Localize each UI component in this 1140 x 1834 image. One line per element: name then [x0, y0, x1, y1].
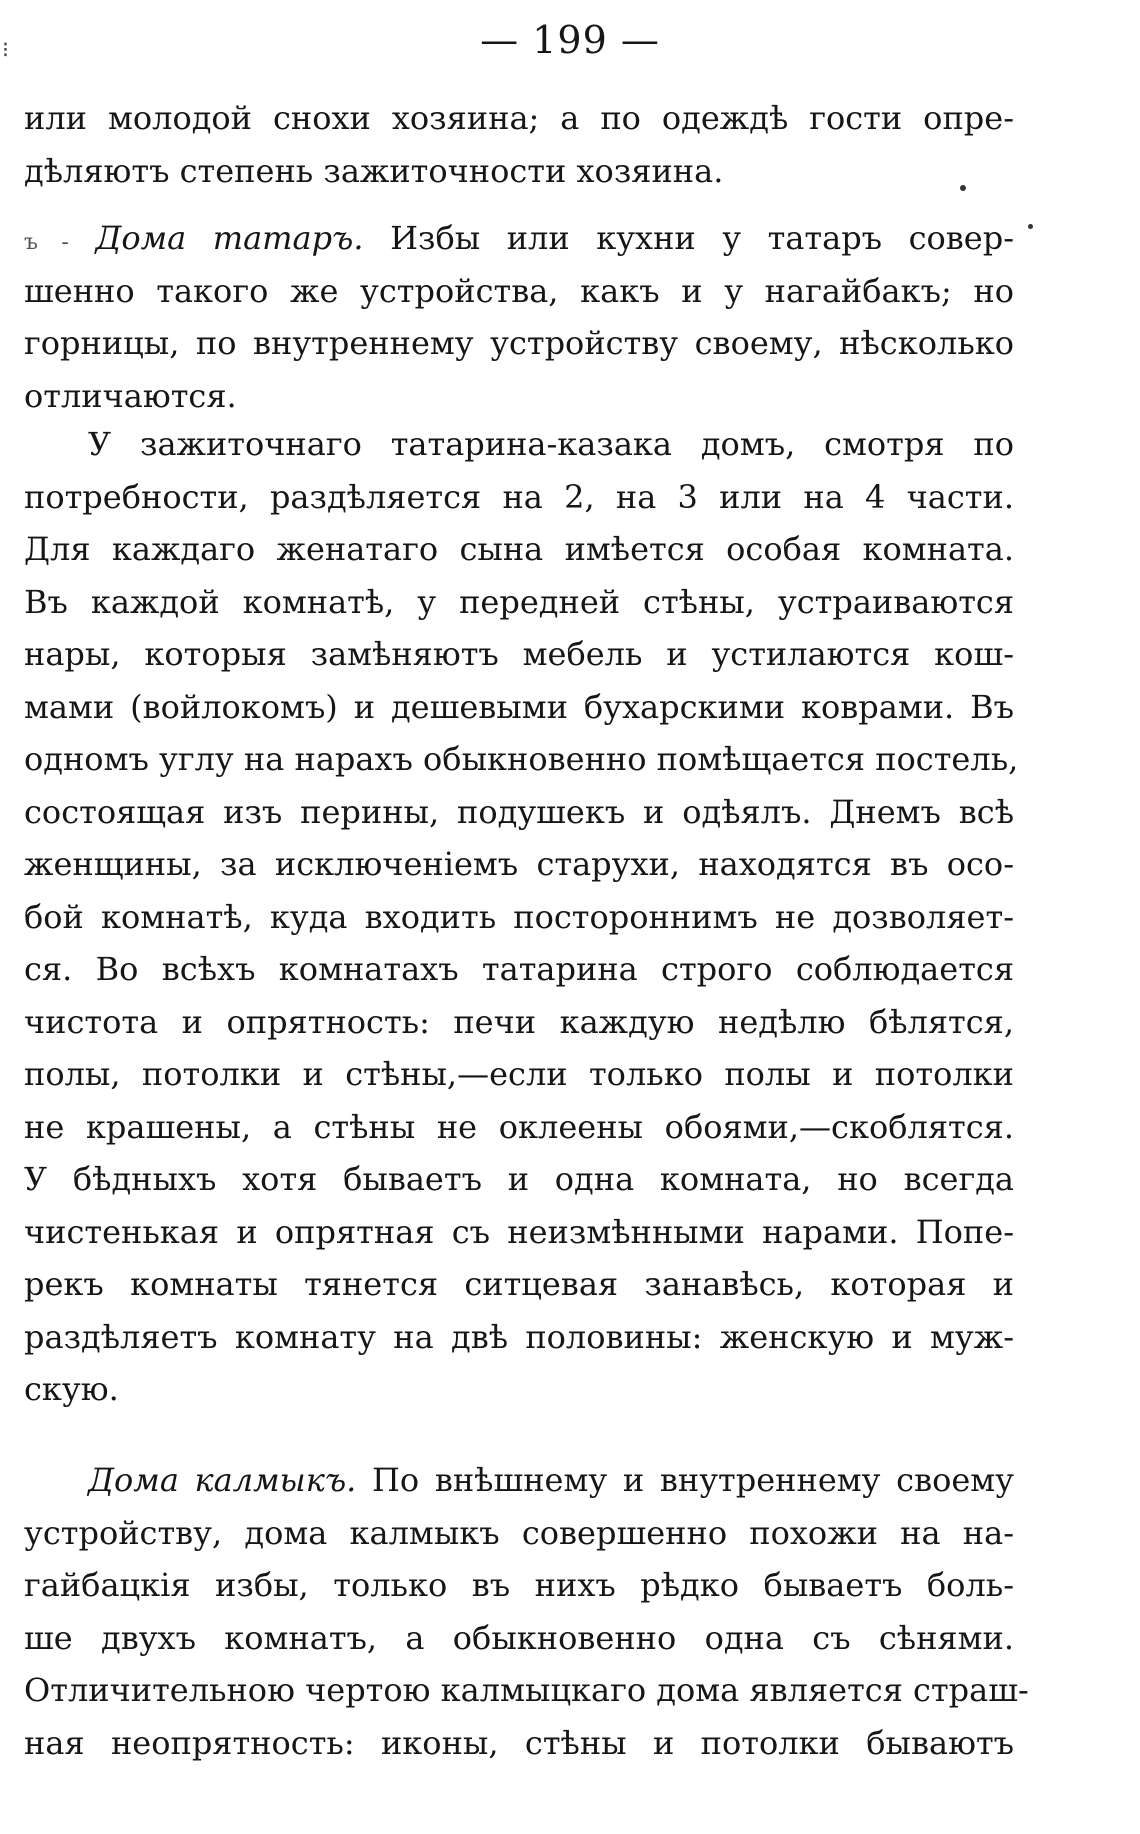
text-line: женщины, за исключеніемъ старухи, находятся въ осо- [24, 845, 1014, 883]
paragraph-kalmyk-houses [24, 1454, 1029, 1769]
text-line: не крашены, а стѣны не оклеены обоями,—скоблятся. [24, 1107, 1014, 1146]
text-line: одномъ углу на нарахъ обыкновенно помѣщается постель, [24, 740, 1019, 778]
text-line: чистенькая и опрятная съ неизмѣнными нарами. Попе- [24, 1212, 1014, 1251]
text-line: чистота и опрятность: печи каждую недѣлю бѣлятся, [24, 1002, 1014, 1041]
page-number: — 199 — [480, 18, 660, 62]
text-line: скую. [24, 1370, 119, 1408]
text-line: мами (войлокомъ) и дешевыми бухарскими коврами. Въ [24, 687, 1014, 726]
paragraph-tatar-houses [24, 212, 1014, 422]
text-line: отличаются. [24, 376, 237, 415]
paragraph-continuation [24, 92, 1014, 197]
text-line: шенно такого же устройства, какъ и у нагайбакъ; но [24, 271, 1014, 310]
text-line: горницы, по внутреннему устройству своему, нѣсколько [24, 324, 1014, 362]
text-line [24, 1454, 1014, 1507]
text-line: или молодой снохи хозяина; а по одеждѣ гости опре- [24, 99, 1014, 137]
text-line: Въ каждой комнатѣ, у передней стѣны, устраиваются [24, 582, 1014, 621]
text-line: гайбацкія избы, только въ нихъ рѣдко бываетъ боль- [24, 1566, 1014, 1604]
text-line: рекъ комнаты тянется ситцевая занавѣсь, которая и [24, 1265, 1014, 1303]
section-heading: Дома калмыкъ. [88, 1461, 357, 1499]
ink-speck [1028, 224, 1033, 229]
text-line: нары, которыя замѣняютъ мебель и устилаются кош- [24, 635, 1014, 673]
text-run: По внѣшнему и внутреннему своему [372, 1461, 1015, 1499]
text-run: Избы или кухни у татаръ совер- [390, 219, 1015, 257]
section-heading: Дома татаръ. [95, 219, 364, 257]
paragraph-wealthy-tatar-house [24, 418, 1019, 1416]
text-line: раздѣляетъ комнату на двѣ половины: женскую и муж- [24, 1317, 1014, 1356]
text-line: Для каждаго женатаго сына имѣется особая комната. [24, 530, 1014, 568]
text-line: бой комнатѣ, куда входить постороннимъ не дозволяет- [24, 897, 1014, 936]
text-line: ная неопрятность: иконы, стѣны и потолки бываютъ [24, 1723, 1014, 1762]
text-line: ше двухъ комнатъ, а обыкновенно одна съ сѣнями. [24, 1618, 1014, 1657]
text-line: Отличительною чертою калмыцкаго дома является страш- [24, 1671, 1029, 1709]
text-line: дѣляютъ степень зажиточности хозяина. [24, 151, 724, 190]
text-line [24, 212, 1014, 265]
text-line: полы, потолки и стѣны,—если только полы и потолки [24, 1055, 1014, 1093]
text-line: У зажиточнаго татарина-казака домъ, смотря по [88, 425, 1014, 463]
margin-tick-mark: ⁝ [2, 38, 9, 63]
text-line: потребности, раздѣляется на 2, на 3 или на 4 части. [24, 477, 1014, 516]
text-line: устройству, дома калмыкъ совершенно похожи на на- [24, 1513, 1014, 1552]
text-line: ся. Во всѣхъ комнатахъ татарина строго соблюдается [24, 950, 1014, 988]
text-line: У бѣдныхъ хотя бываетъ и одна комната, но всегда [24, 1160, 1014, 1198]
margin-mark: ъ - [24, 230, 69, 255]
text-line: состоящая изъ перины, подушекъ и одѣялъ. Днемъ всѣ [24, 792, 1014, 831]
